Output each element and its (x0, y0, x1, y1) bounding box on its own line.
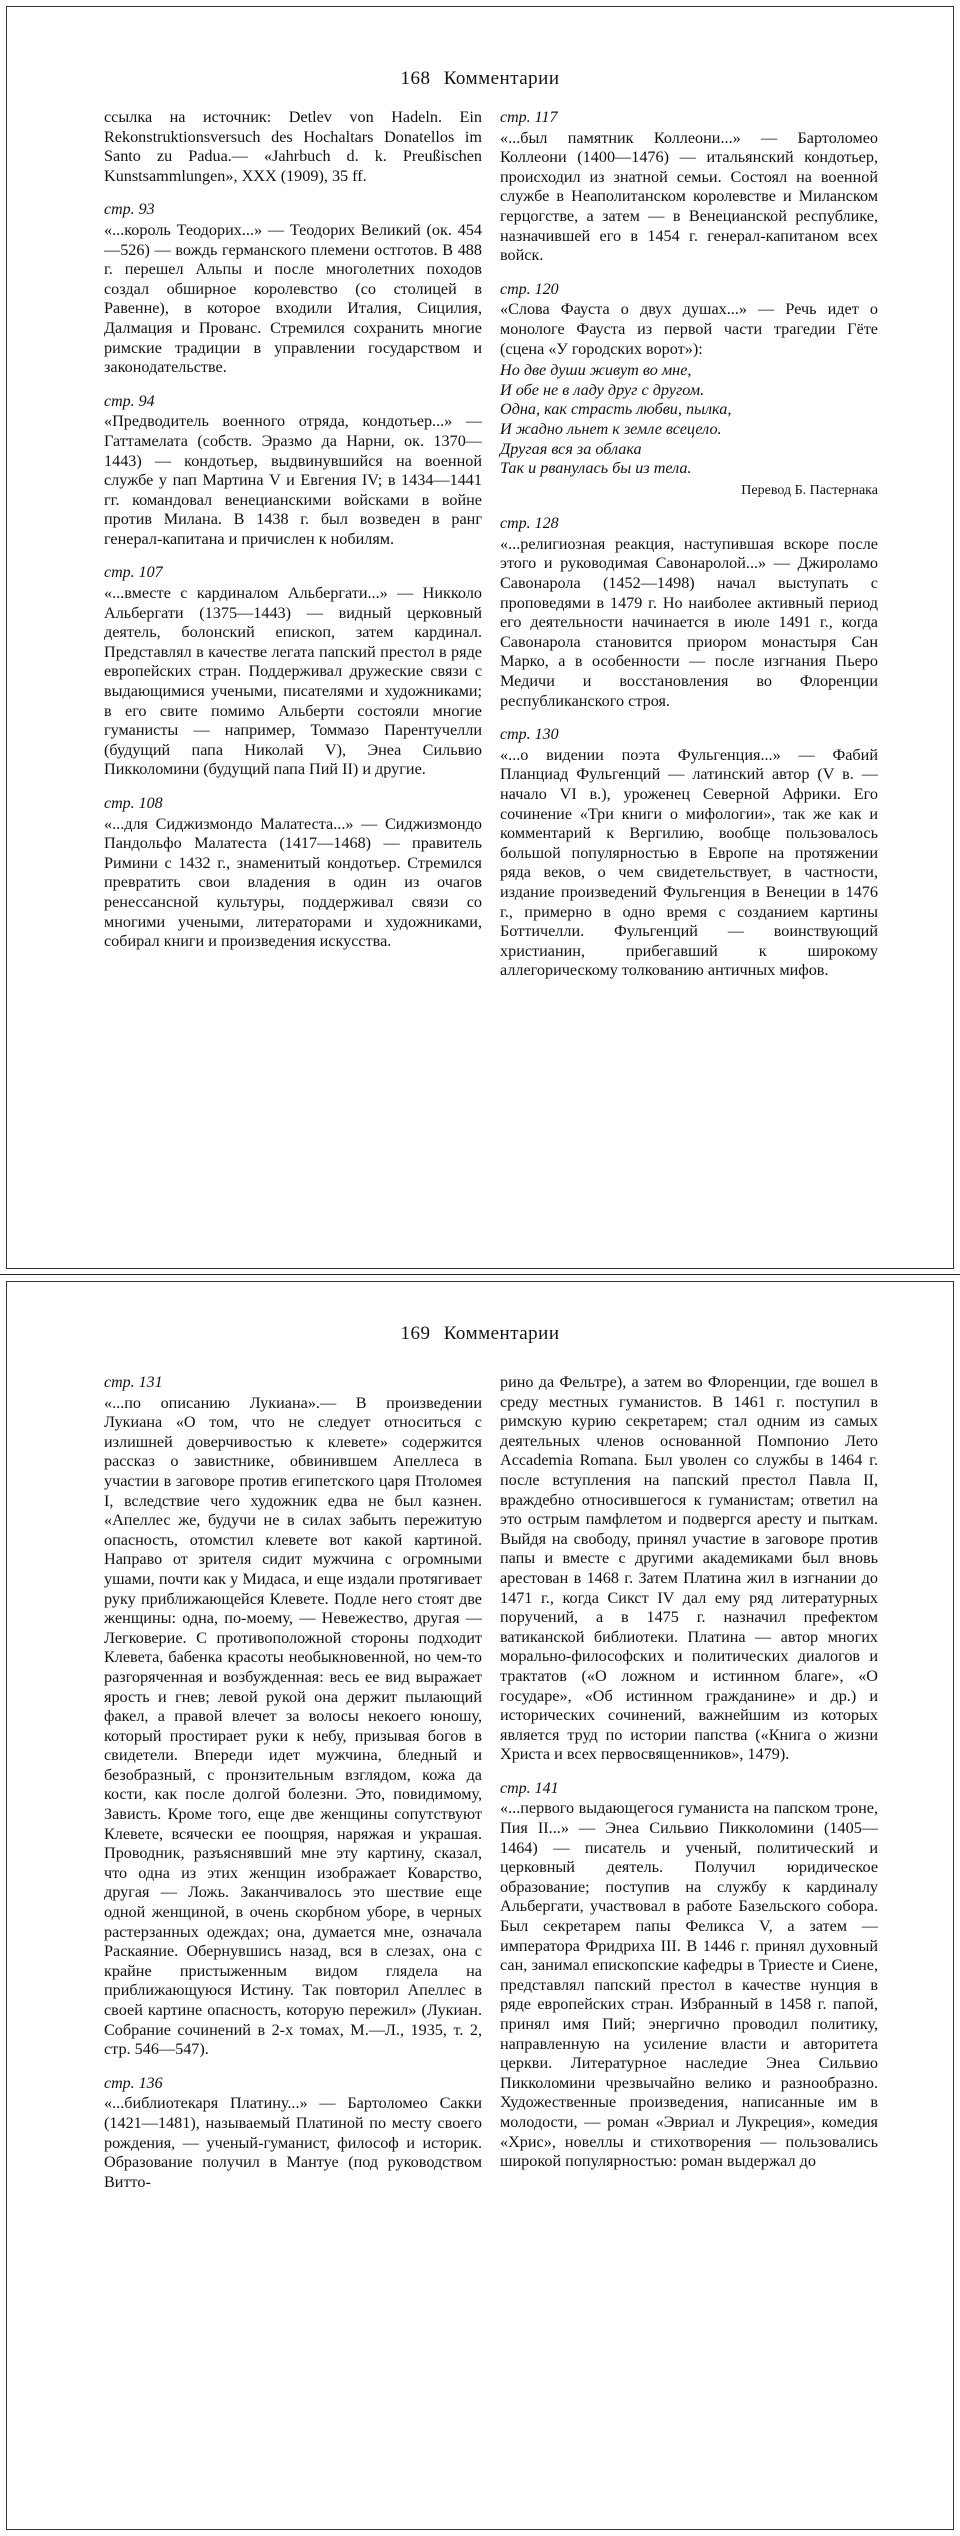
entry-text: «...вместе с кардиналом Альбергати...» — Никколо Альбергати (1375—1443) — видный церковный деятель, болонский епископ, затем кардинал. Представлял в качестве легата папский престол в ряде европейских стран. Поддерживал дружеские связи с выдающимися учеными, писателями и художниками; в его свите помимо Альберти состояли многие гуманисты — например, Томмазо Парентучелли (будущий папа Николай V), Энеа Сильвио Пикколомини (будущий папа Пий II) и другие. (104, 584, 482, 779)
page-reference: стр. 94 (104, 392, 155, 410)
entry-text: рино да Фельтре), а затем во Флоренции, где вошел в среду местных гуманистов. В 1461 г. поступил в римскую курию секретарем; стал одним из самых деятельных членов основанной Помпонио Лето Accademia Romana. Был уволен со службы в 1464 г. после вступления на папский престол Павла II, враждебно относившегося к гуманистам; ответил на это острым памфлетом и подвергся аресту и пыткам. Выйдя на свободу, принял участие в заговоре против папы и вместе с другими академиками был вновь арестован в 1468 г. Затем Платина жил в изгнании до 1471 г., когда Сикст IV дал ему ряд литературных поручений, а в 1475 г. назначил префектом ватиканской библиотеки. Платина — автор многих морально-философских и политических диалогов и трактатов («О ложном и истинном благе», «О государе», «Об истинном гражданине» и др.) и исторических сочинений, важнейшим из которых является труд по истории папства («Книга о жизни Христа и всех первосвященников», 1479). (500, 1373, 878, 1764)
left-column (104, 108, 482, 966)
page-reference: стр. 131 (104, 1374, 163, 1391)
entry-text: «Слова Фауста о двух душах...» — Речь идет о монологе Фауста из первой части трагедии Гёте (сцена «У городских ворот»): (500, 300, 878, 358)
commentary-entry (500, 1779, 878, 2172)
entry-text: «...первого выдающегося гуманиста на папском троне, Пия II...» — Энеа Сильвио Пикколомини (1405—1464) — писатель и ученый, политический и церковный деятель. Получил юридическое образование; поступив на службу к кардиналу Альбергати, участвовал в работе Базельского собора. Был секретарем папы Феликса V, а затем — императора Фридриха III. В 1446 г. принял духовный сан, занимал епископские кафедры в Триесте и Сиене, представлял папский престол в качестве нунция в ряде европейских стран. Избранный в 1458 г. папой, принял имя Пий; энергично проводил политику, направленную на усиление власти и авторитета церкви. Литературное наследие Энеа Сильвио Пикколомини чрезвычайно велико и разнообразно. Художественные произведения, написанные им в молодости, — роман «Эвриал и Лукреция», комедия «Хрис», новеллы и стихотворения — пользовались широкой популярностью: роман выдержал до (500, 1799, 878, 2171)
commentary-entry (104, 1373, 482, 2060)
entry-text: «...был памятник Коллеони...» — Бартоломео Коллеони (1400—1476) — итальянский кондотьер, происходил из знатной семьи. Состоял на военной службе в Неаполитанском королевстве и Миланском герцогстве, а затем — в Венецианской республике, назначившей его в 1454 г. генерал-капитаном всех войск. (500, 128, 878, 265)
page-header (0, 68, 960, 90)
page-number: 168 (400, 68, 431, 89)
page-169 (0, 1275, 960, 2536)
page-reference: стр. 117 (500, 109, 558, 126)
page-reference: стр. 136 (104, 2074, 163, 2092)
poem-line: И обе не в ладу друг с другом. (500, 380, 705, 399)
commentary-entry (500, 1373, 878, 1765)
entry-text: «...библиотекаря Платину...» — Бартоломео Сакки (1421—1481), называемый Платиной по месту своего рождения, — ученый-гуманист, философ и историк. Образование получил в Мантуе (под руководством Витто- (104, 2094, 482, 2191)
page-header (0, 1323, 960, 1345)
poem-quote (500, 361, 878, 479)
entry-text: «...по описанию Лукиана».— В произведении Лукиана «О том, что не следует относиться с излишней доверчивостью к клевете» содержится рассказ о завистнике, обвинившем Апеллеса в участии в заговоре против египетского царя Птоломея I, вследствие чего художник едва не был казнен. «Апеллес же, будучи не в силах забыть пережитую опасность, отомстил клевете вот какой картиной. Направо от зрителя сидит мужчина с огромными ушами, почти как у Мидаса, и еще издали протягивает руку приближающейся Клевете. Подле него стоят две женщины: одна, по-моему, — Невежество, другая — Легковерие. С противоположной стороны подходит Клевета, бабенка красоты необыкновенной, но чем-то разгоряченная и возбужденная: весь ее вид выражает ярость и гнев; левой рукой она держит пылающий факел, а правой влечет за волосы некоего юношу, который простирает руки к небу, призывая богов в свидетели. Впереди идет мужчина, бледный и безобразный, с пронзительным взглядом, кожа да кости, как после долгой болезни. Это, повидимому, Зависть. Кроме того, еще две женщины сопутствуют Клевете, всячески ее поощряя, наряжая и украшая. Проводник, разъяснявший мне эту картину, сказал, что одна из этих женщин изображает Коварство, другая — Ложь. Заканчивалось это шествие еще одной женщиной, в очень скорбном уборе, в черных растерзанных одеждах; она, думается мне, означала Раскаяние. Обернувшись назад, вся в слезах, она с крайне пристыженным видом глядела на приближающуюся Истину. Так повторил Апеллес в своей картине опасность, которую пережил» (Лукиан. Собрание сочинений в 2-х томах, М.—Л., 1935, т. 2, стр. 546—547). (104, 1393, 482, 2059)
entry-text: ссылка на источник: Detlev von Hadeln. Ein Rekonstruktionsversuch des Hochaltars Donatellos im Santo zu Padua.— «Jahrbuch d. k. Preußischen Kunstsammlungen», XXX (1909), 35 ff. (104, 108, 482, 185)
commentary-entry (104, 563, 482, 780)
poem-line: Другая вся за облака (500, 439, 642, 458)
page-reference: стр. 93 (104, 201, 155, 219)
entry-text: «...о видении поэта Фульгенция...» — Фабий Планциад Фульгенций — латинский автор (V в. — начало VI в.), уроженец Северной Африки. Его сочинение «Три книги о мифологии», так же как и комментарий к Вергилию, вообще пользовалось большой популярностью в Европе на протяжении ряда веков, о чем свидетельствует, в частности, издание произведений Фульгенция в Венеции в 1476 г., примерно в одно время с созданием картины Боттичелли. Фульгенций — воинствующий христианин, прибегавший к широкому аллегорическому толкованию античных мифов. (500, 745, 878, 980)
page-number: 169 (400, 1323, 431, 1344)
commentary-entry (500, 280, 878, 501)
page-reference: стр. 130 (500, 726, 559, 744)
translator-credit: Перевод Б. Пастернака (741, 482, 878, 498)
running-title: Комментарии (443, 68, 560, 89)
page-reference: стр. 108 (104, 795, 163, 812)
commentary-entry (500, 108, 878, 266)
commentary-entry (104, 108, 482, 186)
right-column (500, 108, 878, 995)
entry-text: «Предводитель военного отряда, кондотьер...» — Гаттамелата (собств. Эразмо да Нарни, ок. 1370—1443) — кондотьер, выдвинувшийся на военной службе у пап Мартина V и Евгения IV; в 1434—1441 гг. командовал венецианскими войсками в войне против Милана. В 1438 г. был возведен в ранг генерал-капитана и причислен к нобилям. (104, 412, 482, 548)
page-reference: стр. 107 (104, 564, 163, 582)
commentary-entry (104, 794, 482, 952)
left-column (104, 1373, 482, 2206)
right-column (500, 1373, 878, 2186)
entry-text: «...король Теодорих...» — Теодорих Великий (ок. 454—526) — вождь германского племени остготов. В 488 г. перешел Альпы и после многолетних походов создал обширное королевство (со столицей в Равенне), в которое входили Италия, Сицилия, Далмация и Прованс. Стремился сохранить многие римские традиции в управлении государством и законодательстве. (104, 220, 482, 377)
commentary-entry (500, 514, 878, 711)
entry-text: «...религиозная реакция, наступившая вскоре после этого и руководимая Савонаролой...» — Джироламо Савонарола (1452—1498) начал выступать с проповедями в 1479 г. Но наиболее активный период его деятельности начинается в июле 1491 г., когда Савонарола становится приором монастыря Сан Марко, а в особенности — после изгнания Пьеро Медичи и восстановления во Флоренции республиканского строя. (500, 534, 878, 710)
poem-line: Но две души живут во мне, (500, 361, 692, 380)
page-reference: стр. 120 (500, 280, 559, 298)
poem-line: И жадно льнет к земле всецело. (500, 419, 722, 438)
poem-line: Одна, как страсть любви, пылка, (500, 400, 732, 419)
running-title: Комментарии (443, 1323, 560, 1344)
page-reference: стр. 128 (500, 515, 559, 533)
entry-text: «...для Сиджизмондо Малатеста...» — Сиджизмондо Пандольфо Малатеста (1417—1468) — правитель Римини с 1432 г., знаменитый кондотьер. Стремился превратить свои владения в один из очагов ренессансной культуры, поддерживал связи со многими учеными, литераторами и художниками, собирал книги и произведения искусства. (104, 814, 482, 951)
commentary-entry (500, 725, 878, 981)
commentary-entry (104, 2074, 482, 2193)
commentary-entry (104, 392, 482, 550)
poem-line: Так и рванулась бы из тела. (500, 459, 692, 478)
page-reference: стр. 141 (500, 1779, 559, 1797)
commentary-entry (104, 200, 482, 377)
